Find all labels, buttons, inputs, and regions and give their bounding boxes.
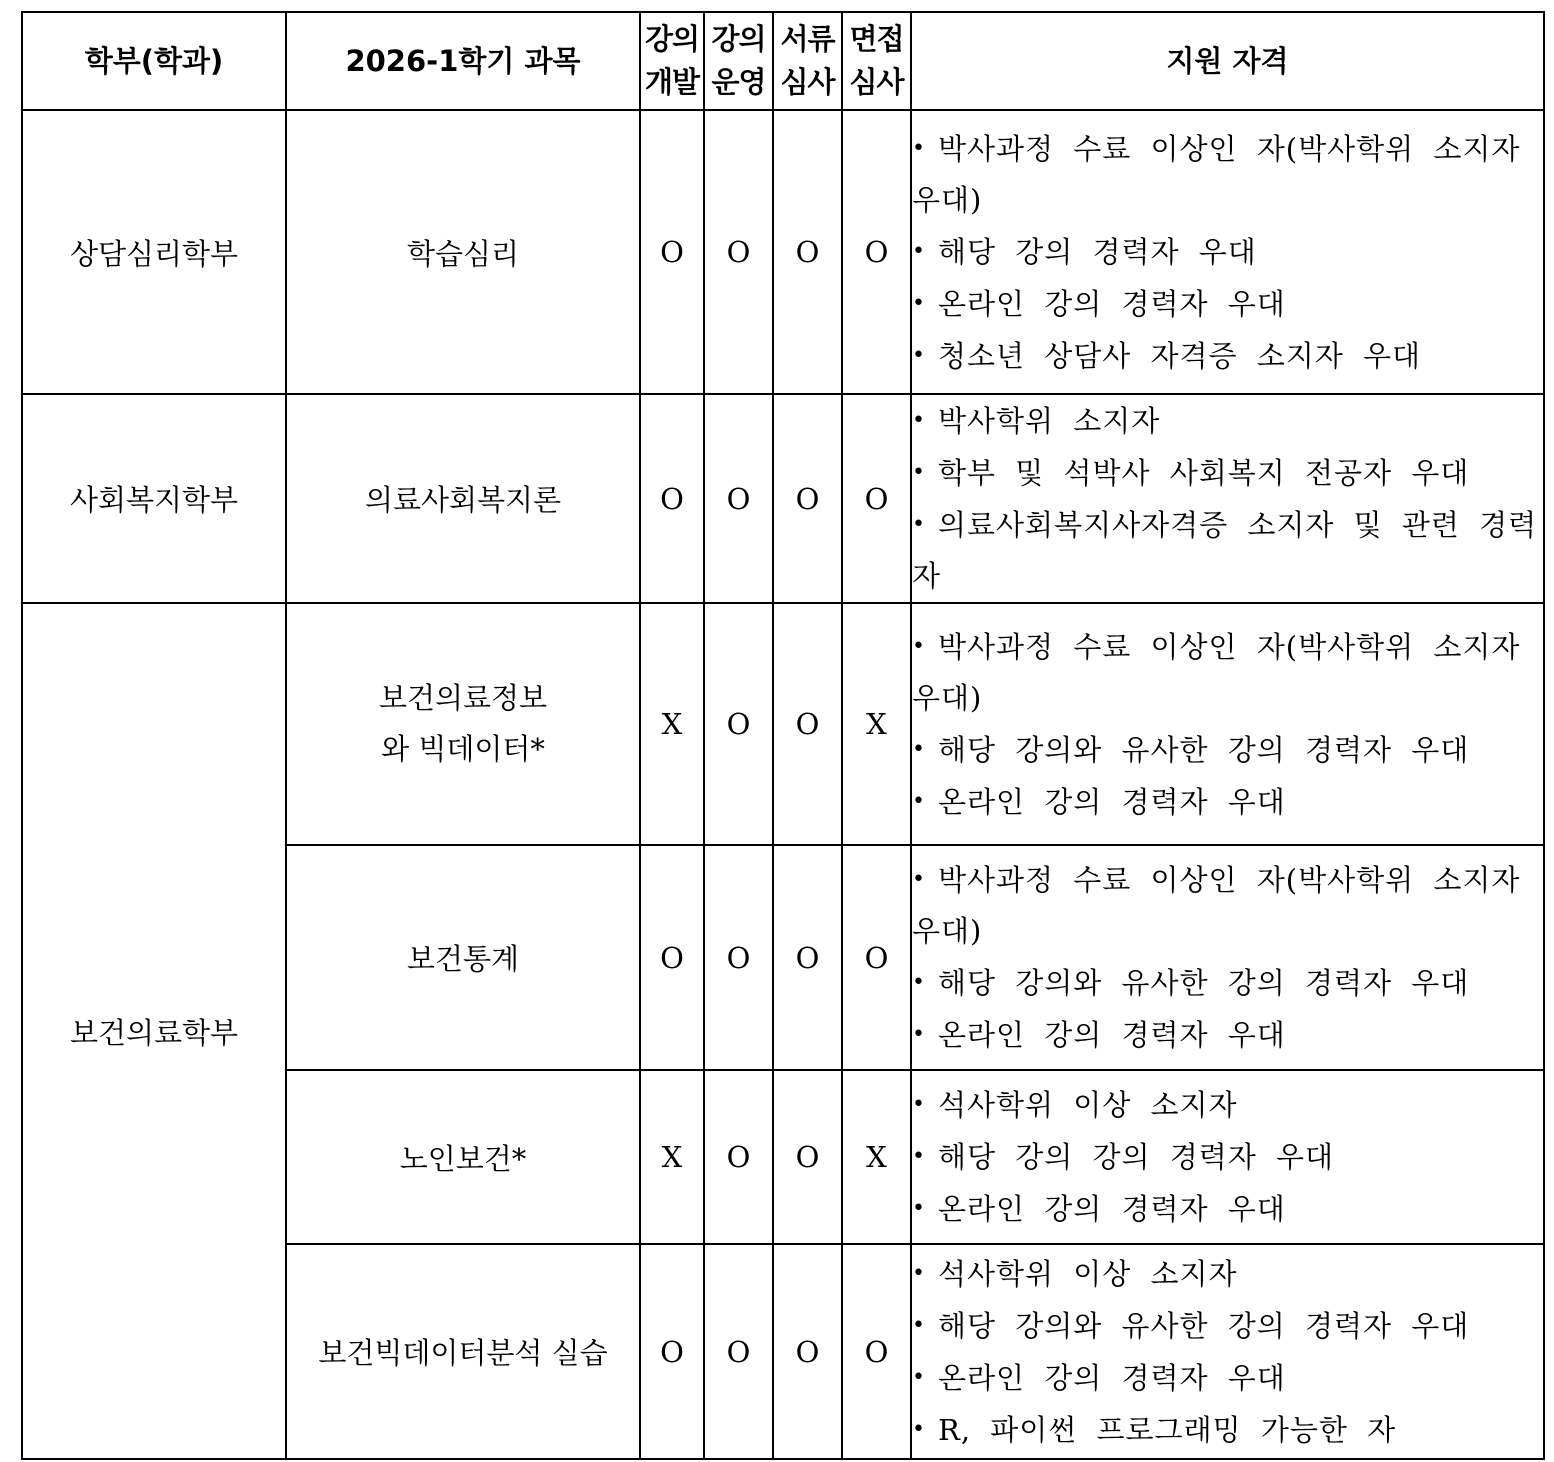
header-doc-review-line2: 심사 — [780, 65, 835, 99]
header-doc-review-line1: 서류 — [780, 22, 835, 56]
bullet-icon: • — [912, 867, 926, 892]
header-interview-line2: 심사 — [849, 65, 904, 99]
qualification-text: 의료사회복지사자격증 소지자 및 관련 경력자 — [912, 508, 1538, 593]
bullet-icon: • — [912, 512, 926, 537]
qualification-text: 해당 강의와 유사한 강의 경력자 우대 — [938, 966, 1470, 1000]
header-dept: 학부(학과) — [22, 12, 286, 110]
qualification-text: 학부 및 석박사 사회복지 전공자 우대 — [938, 456, 1470, 490]
qualification-item — [912, 1248, 1543, 1300]
run-mark: O — [704, 603, 773, 845]
recruitment-table — [21, 11, 1545, 1460]
header-interview — [842, 12, 911, 110]
qualification-text: 온라인 강의 경력자 우대 — [938, 286, 1286, 321]
qualifications-cell — [911, 1070, 1544, 1244]
course-cell: 보건의료정보와 빅데이터* — [286, 603, 640, 845]
interview-mark: O — [842, 110, 911, 394]
dept-cell: 상담심리학부 — [22, 110, 286, 394]
bullet-icon: • — [912, 1022, 926, 1047]
interview-mark: X — [842, 1070, 911, 1244]
qualification-item — [912, 1183, 1543, 1235]
qualification-item — [912, 776, 1543, 828]
table-row — [22, 110, 1544, 394]
bullet-icon: • — [912, 1260, 926, 1286]
qualification-item — [912, 1131, 1543, 1183]
bullet-icon: • — [912, 290, 926, 316]
qualification-text: 박사과정 수료 이상인 자(박사학위 소지자 우대) — [912, 863, 1521, 948]
bullet-icon: • — [912, 1416, 926, 1442]
qualification-text: 박사과정 수료 이상인 자(박사학위 소지자 우대) — [912, 629, 1521, 715]
qualification-text: R, 파이썬 프로그래밍 가능한 자 — [938, 1412, 1397, 1447]
qualification-text: 석사학위 이상 소지자 — [938, 1088, 1238, 1122]
course-cell: 학습심리 — [286, 110, 640, 394]
course-cell: 보건빅데이터분석 실습 — [286, 1244, 640, 1459]
course-cell: 의료사회복지론 — [286, 394, 640, 603]
dev-mark: O — [640, 394, 704, 603]
qualification-text: 청소년 상담사 자격증 소지자 우대 — [938, 338, 1422, 373]
bullet-icon: • — [912, 408, 926, 433]
qualification-item — [912, 957, 1543, 1009]
bullet-icon: • — [912, 135, 926, 161]
qualifications-cell — [911, 394, 1544, 603]
qualification-item — [912, 278, 1543, 330]
qualification-item — [912, 1404, 1543, 1456]
qualification-text: 온라인 강의 경력자 우대 — [938, 1192, 1286, 1226]
qualification-item — [912, 724, 1543, 776]
qualification-item — [912, 1300, 1543, 1352]
header-lecture-dev — [640, 12, 704, 110]
header-lecture-run-line2: 운영 — [711, 65, 766, 99]
dev-mark: O — [640, 110, 704, 394]
qualification-item — [912, 621, 1543, 724]
run-mark: O — [704, 110, 773, 394]
qualifications-cell — [911, 603, 1544, 845]
table-row — [22, 394, 1544, 603]
header-lecture-dev-line1: 강의 — [644, 22, 700, 56]
dev-mark: O — [640, 845, 704, 1070]
run-mark: O — [704, 845, 773, 1070]
qualification-item — [912, 226, 1543, 278]
interview-mark: X — [842, 603, 911, 845]
qualification-text: 박사과정 수료 이상인 자(박사학위 소지자 우대) — [912, 131, 1521, 217]
bullet-icon: • — [912, 238, 926, 264]
run-mark: O — [704, 1070, 773, 1244]
header-qualifications: 지원 자격 — [911, 12, 1544, 110]
qualification-item — [912, 395, 1543, 447]
doc-mark: O — [773, 845, 842, 1070]
qualifications-cell — [911, 845, 1544, 1070]
qualification-text: 온라인 강의 경력자 우대 — [938, 1018, 1286, 1052]
qualification-item — [912, 1009, 1543, 1061]
bullet-icon: • — [912, 736, 926, 762]
qualification-item — [912, 447, 1543, 499]
qualification-item — [912, 499, 1543, 602]
bullet-icon: • — [912, 970, 926, 995]
qualification-text: 해당 강의 강의 경력자 우대 — [938, 1140, 1335, 1174]
header-lecture-dev-line2: 개발 — [644, 65, 700, 99]
dev-mark: O — [640, 1244, 704, 1459]
bullet-icon: • — [912, 788, 926, 814]
dept-cell: 보건의료학부 — [22, 603, 286, 1459]
doc-mark: O — [773, 603, 842, 845]
qualification-item — [912, 123, 1543, 226]
doc-mark: O — [773, 1244, 842, 1459]
course-cell: 노인보건* — [286, 1070, 640, 1244]
bullet-icon: • — [912, 1364, 926, 1390]
bullet-icon: • — [912, 633, 926, 659]
header-doc-review — [773, 12, 842, 110]
interview-mark: O — [842, 394, 911, 603]
run-mark: O — [704, 394, 773, 603]
interview-mark: O — [842, 845, 911, 1070]
course-cell: 보건통계 — [286, 845, 640, 1070]
doc-mark: O — [773, 110, 842, 394]
bullet-icon: • — [912, 460, 926, 485]
qualifications-cell — [911, 1244, 1544, 1459]
dev-mark: X — [640, 603, 704, 845]
header-course: 2026-1학기 과목 — [286, 12, 640, 110]
bullet-icon: • — [912, 1144, 926, 1169]
doc-mark: O — [773, 394, 842, 603]
qualifications-cell — [911, 110, 1544, 394]
run-mark: O — [704, 1244, 773, 1459]
header-row — [22, 12, 1544, 110]
bullet-icon: • — [912, 1196, 926, 1221]
doc-mark: O — [773, 1070, 842, 1244]
bullet-icon: • — [912, 1312, 926, 1338]
bullet-icon: • — [912, 342, 926, 368]
qualification-item — [912, 854, 1543, 957]
qualification-text: 박사학위 소지자 — [938, 404, 1161, 438]
header-lecture-run — [704, 12, 773, 110]
qualification-item — [912, 1352, 1543, 1404]
qualification-text: 해당 강의 경력자 우대 — [938, 234, 1257, 269]
qualification-text: 해당 강의와 유사한 강의 경력자 우대 — [938, 732, 1470, 767]
qualification-item — [912, 330, 1543, 382]
qualification-item — [912, 1079, 1543, 1131]
dept-cell: 사회복지학부 — [22, 394, 286, 603]
qualification-text: 온라인 강의 경력자 우대 — [938, 1360, 1286, 1395]
qualification-text: 해당 강의와 유사한 강의 경력자 우대 — [938, 1308, 1470, 1343]
qualification-text: 온라인 강의 경력자 우대 — [938, 784, 1286, 819]
bullet-icon: • — [912, 1092, 926, 1117]
interview-mark: O — [842, 1244, 911, 1459]
header-interview-line1: 면접 — [849, 22, 904, 56]
table-row — [22, 603, 1544, 845]
qualification-text: 석사학위 이상 소지자 — [938, 1256, 1238, 1291]
header-lecture-run-line1: 강의 — [711, 22, 766, 56]
dev-mark: X — [640, 1070, 704, 1244]
